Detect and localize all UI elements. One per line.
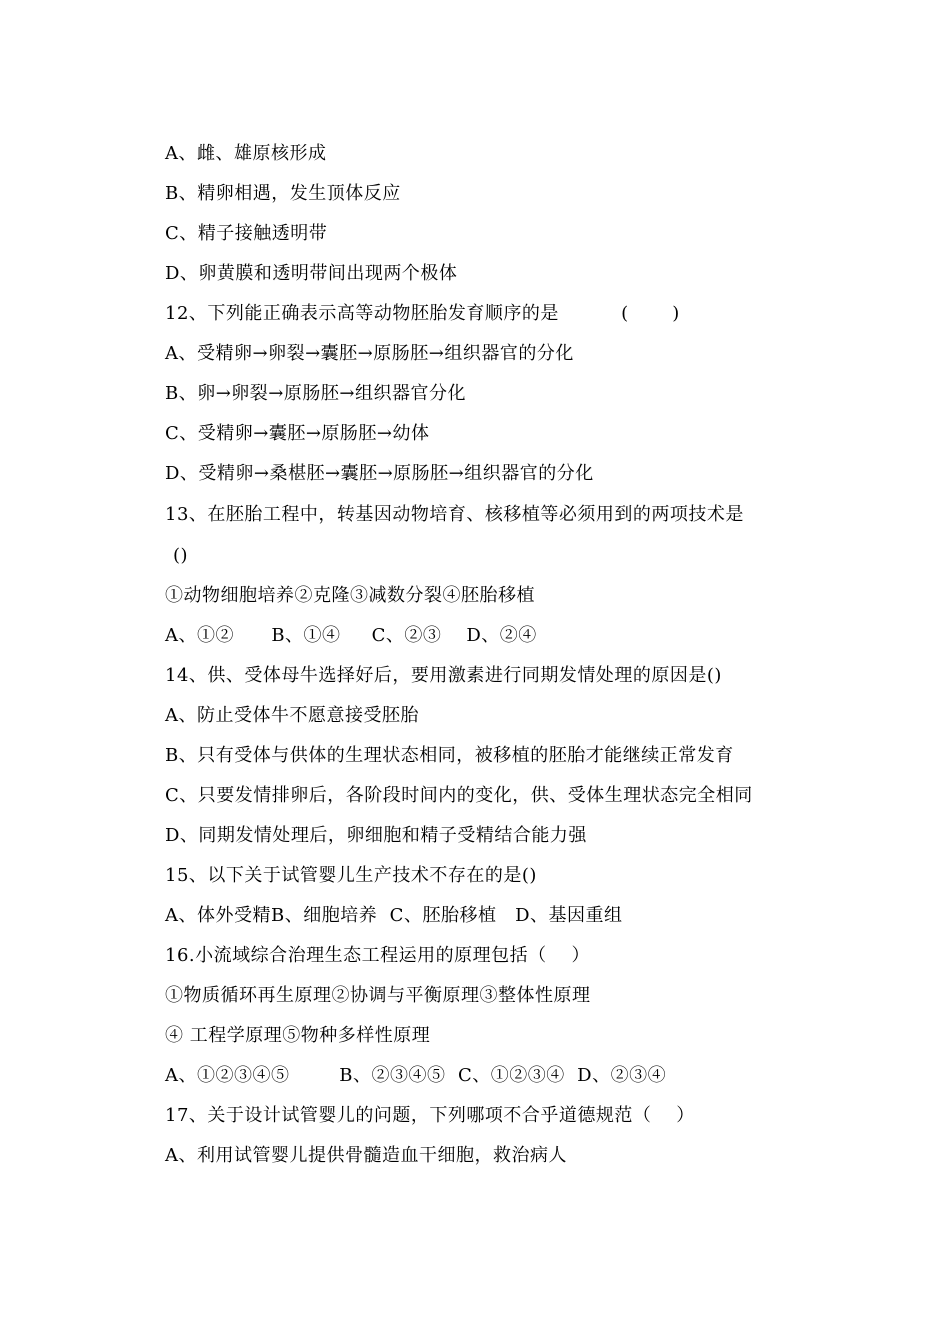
question-14: 14、供、受体母牛选择好后，要用激素进行同期发情处理的原因是() [165, 665, 722, 686]
option-11d: D、卵黄膜和透明带间出现两个极体 [165, 263, 458, 284]
question-16-items-2: ④ 工程学原理⑤物种多样性原理 [165, 1025, 431, 1046]
option-12d: D、受精卵→桑椹胚→囊胚→原肠胚→组织器官的分化 [165, 463, 594, 484]
question-13-items: ①动物细胞培养②克隆③减数分裂④胚胎移植 [165, 585, 535, 606]
option-14b: B、只有受体与供体的生理状态相同，被移植的胚胎才能继续正常发育 [165, 745, 734, 766]
options-15: A、体外受精B、细胞培养 C、胚胎移植 D、基因重组 [165, 905, 623, 926]
option-12a: A、受精卵→卵裂→囊胚→原肠胚→组织器官的分化 [165, 343, 574, 364]
option-11c: C、精子接触透明带 [165, 223, 328, 244]
option-14a: A、防止受体牛不愿意接受胚胎 [165, 705, 419, 726]
option-12b: B、卵→卵裂→原肠胚→组织器官分化 [165, 383, 466, 404]
options-16: A、①②③④⑤ B、②③④⑤ C、①②③④ D、②③④ [165, 1065, 667, 1086]
option-11b: B、精卵相遇，发生顶体反应 [165, 183, 401, 204]
question-13: 13、在胚胎工程中，转基因动物培育、核移植等必须用到的两项技术是 [165, 504, 744, 525]
question-12: 12、下列能正确表示高等动物胚胎发育顺序的是 ( ) [165, 303, 680, 324]
options-13: A、①② B、①④ C、②③ D、②④ [165, 625, 537, 646]
option-14c: C、只要发情排卵后，各阶段时间内的变化，供、受体生理状态完全相同 [165, 785, 753, 806]
option-12c: C、受精卵→囊胚→原肠胚→幼体 [165, 423, 430, 444]
option-11a: A、雌、雄原核形成 [165, 143, 327, 164]
question-16-items-1: ①物质循环再生原理②协调与平衡原理③整体性原理 [165, 985, 591, 1006]
option-14d: D、同期发情处理后，卵细胞和精子受精结合能力强 [165, 825, 587, 846]
question-15: 15、以下关于试管婴儿生产技术不存在的是() [165, 865, 537, 886]
option-17a: A、利用试管婴儿提供骨髓造血干细胞，救治病人 [165, 1145, 567, 1166]
document-page [165, 134, 865, 1176]
question-16: 16.小流域综合治理生态工程运用的原理包括（ ） [165, 945, 591, 966]
question-17: 17、关于设计试管婴儿的问题，下列哪项不合乎道德规范（ ） [165, 1105, 695, 1126]
question-13-bracket: () [173, 545, 189, 566]
